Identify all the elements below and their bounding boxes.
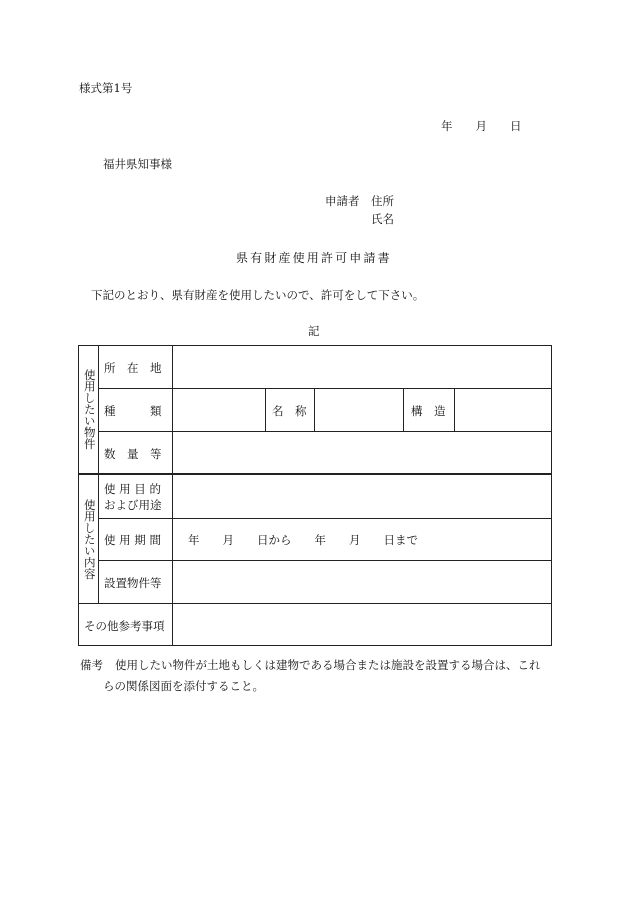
note-line-1: 使用したい物件が土地もしくは建物である場合または施設を設置する場合は、これ xyxy=(115,658,541,672)
application-table xyxy=(78,345,552,646)
applicant-label: 申請者 xyxy=(325,194,360,208)
period-value[interactable]: 年 月 日から 年 月 日まで xyxy=(188,533,418,547)
note-label: 備考 xyxy=(80,658,103,672)
other-label: その他参考事項 xyxy=(84,619,165,633)
name-label: 氏名 xyxy=(371,212,394,226)
property-name-label: 名 称 xyxy=(272,404,307,418)
location-label: 所 在 地 xyxy=(104,361,162,375)
group2-label-cell xyxy=(79,475,99,603)
addressee: 福井県知事様 xyxy=(103,157,172,171)
note-line-2: らの関係図面を添付すること。 xyxy=(103,679,264,693)
period-label: 使 用 期 間 xyxy=(104,533,161,547)
structure-label: 構 造 xyxy=(411,404,446,418)
structure-field[interactable] xyxy=(454,388,553,431)
type-label: 種 類 xyxy=(104,404,162,418)
group1-label: 使用したい物件 xyxy=(82,369,97,450)
address-label: 住所 xyxy=(371,194,394,208)
date-line: 年 月 日 xyxy=(441,119,522,133)
purpose-field[interactable] xyxy=(172,475,553,518)
other-field[interactable] xyxy=(172,603,553,646)
purpose-label-2: および用途 xyxy=(104,498,162,512)
facility-label: 設置物件等 xyxy=(104,576,162,590)
document-title: 県有財産使用許可申請書 xyxy=(236,251,392,265)
group2-label: 使用したい内容 xyxy=(82,498,97,580)
row-divider xyxy=(99,518,551,519)
intro-text: 下記のとおり、県有財産を使用したいので、許可をして下さい。 xyxy=(91,288,425,302)
quantity-label: 数 量 等 xyxy=(104,447,162,461)
location-field[interactable] xyxy=(172,346,553,388)
facility-field[interactable] xyxy=(172,560,553,603)
purpose-label-1: 使 用 目 的 xyxy=(104,482,161,496)
col-divider xyxy=(265,388,266,431)
quantity-field[interactable] xyxy=(172,431,553,473)
form-number: 様式第1号 xyxy=(79,81,133,95)
group1-label-cell xyxy=(79,346,99,473)
col-divider xyxy=(403,388,404,431)
property-name-field[interactable] xyxy=(314,388,403,431)
type-field[interactable] xyxy=(172,388,265,431)
ki-heading: 記 xyxy=(308,324,320,338)
